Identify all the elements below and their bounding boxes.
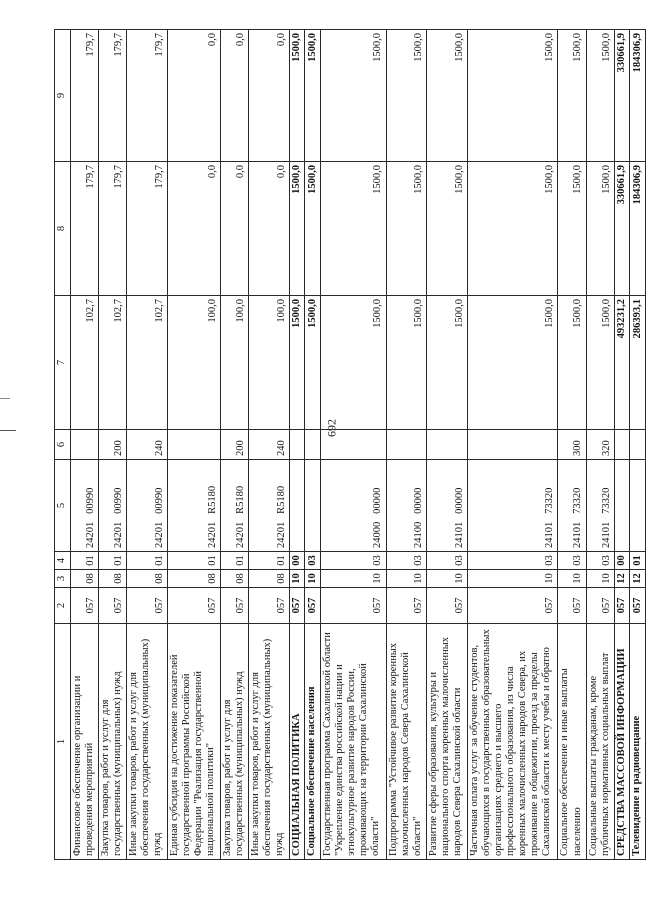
row-name: Закупка товаров, работ и услуг для государственных (муниципальных) нужд (220, 624, 248, 860)
amount-year-1: 100,0 (249, 296, 290, 430)
scan-mark (0, 430, 16, 431)
column-number-4: 4 (55, 552, 71, 570)
amount-year-2: 1500,0 (467, 162, 558, 296)
amount-year-2: 1500,0 (320, 162, 386, 296)
amount-year-3: 1500,0 (586, 30, 614, 162)
ministry-code: 057 (586, 588, 614, 624)
target-article-code: 24101 73320 (586, 460, 614, 552)
target-article-code: 24101 00000 (427, 460, 468, 552)
ministry-code: 057 (127, 588, 168, 624)
document-page (54, 30, 646, 860)
expense-type-code (71, 430, 99, 460)
amount-year-1: 1500,0 (320, 296, 386, 430)
expense-type-code: 320 (586, 430, 614, 460)
table-row (305, 30, 321, 860)
amount-year-3: 179,7 (127, 30, 168, 162)
subsection-code: 03 (558, 552, 586, 570)
expense-type-code (167, 430, 220, 460)
ministry-code: 057 (386, 588, 427, 624)
section-code: 12 (614, 570, 630, 588)
amount-year-1: 1500,0 (586, 296, 614, 430)
amount-year-2: 330661,9 (614, 162, 630, 296)
amount-year-2: 179,7 (127, 162, 168, 296)
amount-year-3: 1500,0 (467, 30, 558, 162)
row-name: Государственная программа Сахалинской области "Укрепление единства российской нации и этнокультурное развитие народов России, проживающих на территории Сахалинской области" (320, 624, 386, 860)
section-code: 10 (558, 570, 586, 588)
amount-year-3: 179,7 (71, 30, 99, 162)
section-code: 10 (320, 570, 386, 588)
target-article-code: 24201 00990 (71, 460, 99, 552)
table-row (467, 30, 558, 860)
target-article-code: 24201 R5180 (220, 460, 248, 552)
amount-year-1: 102,7 (99, 296, 127, 430)
table-row (320, 30, 386, 860)
subsection-code: 03 (386, 552, 427, 570)
amount-year-3: 1500,0 (427, 30, 468, 162)
budget-table (54, 29, 646, 860)
amount-year-2: 0,0 (220, 162, 248, 296)
scan-mark (0, 398, 10, 399)
amount-year-1: 102,7 (127, 296, 168, 430)
amount-year-3: 1500,0 (386, 30, 427, 162)
target-article-code: 24101 73320 (467, 460, 558, 552)
row-name: Финансовое обеспечение организации и проведения мероприятий (71, 624, 99, 860)
amount-year-1: 100,0 (220, 296, 248, 430)
amount-year-1: 1500,0 (305, 296, 321, 430)
expense-type-code: 240 (249, 430, 290, 460)
amount-year-3: 179,7 (99, 30, 127, 162)
amount-year-2: 1500,0 (289, 162, 305, 296)
row-name: Иные закупки товаров, работ и услуг для обеспечения государственных (муниципальных) нужд (127, 624, 168, 860)
table-row (127, 30, 168, 860)
amount-year-1: 1500,0 (386, 296, 427, 430)
section-code: 08 (99, 570, 127, 588)
subsection-code: 03 (467, 552, 558, 570)
column-number-6: 6 (55, 430, 71, 460)
amount-year-3: 1500,0 (558, 30, 586, 162)
column-number-2: 2 (55, 588, 71, 624)
row-name: Телевидение и радиовещание (630, 624, 646, 860)
page-number: 692 (324, 419, 339, 437)
expense-type-code (614, 430, 630, 460)
row-name: Единая субсидия на достижение показателей государственной программы Российской Федерации "Реализация государственной национальной политики" (167, 624, 220, 860)
amount-year-1: 1500,0 (289, 296, 305, 430)
row-name: СОЦИАЛЬНАЯ ПОЛИТИКА (289, 624, 305, 860)
table-row (614, 30, 630, 860)
subsection-code: 01 (99, 552, 127, 570)
ministry-code: 057 (630, 588, 646, 624)
section-code: 10 (305, 570, 321, 588)
table-row (249, 30, 290, 860)
table-row (586, 30, 614, 860)
row-name: Закупка товаров, работ и услуг для государственных (муниципальных) нужд (99, 624, 127, 860)
amount-year-3: 1500,0 (289, 30, 305, 162)
expense-type-code (630, 430, 646, 460)
subsection-code: 01 (220, 552, 248, 570)
section-code: 10 (467, 570, 558, 588)
section-code: 08 (127, 570, 168, 588)
expense-type-code (305, 430, 321, 460)
expense-type-code: 200 (220, 430, 248, 460)
amount-year-3: 330661,9 (614, 30, 630, 162)
expense-type-code (427, 430, 468, 460)
target-article-code: 24201 00990 (127, 460, 168, 552)
subsection-code: 01 (127, 552, 168, 570)
table-row (427, 30, 468, 860)
expense-type-code (467, 430, 558, 460)
table-row (386, 30, 427, 860)
ministry-code: 057 (427, 588, 468, 624)
column-number-3: 3 (55, 570, 71, 588)
amount-year-1: 286393,1 (630, 296, 646, 430)
target-article-code (614, 460, 630, 552)
table-row (167, 30, 220, 860)
ministry-code: 057 (71, 588, 99, 624)
amount-year-1: 102,7 (71, 296, 99, 430)
target-article-code: 24000 00000 (320, 460, 386, 552)
amount-year-2: 1500,0 (586, 162, 614, 296)
amount-year-3: 184306,9 (630, 30, 646, 162)
target-article-code: 24101 73320 (558, 460, 586, 552)
row-name: Подпрограмма "Устойчивое развитие коренных малочисленных народов Севера Сахалинской области" (386, 624, 427, 860)
column-number-row (55, 30, 71, 860)
section-code: 10 (427, 570, 468, 588)
subsection-code: 00 (614, 552, 630, 570)
table-row (289, 30, 305, 860)
amount-year-1: 493231,2 (614, 296, 630, 430)
target-article-code (289, 460, 305, 552)
amount-year-1: 100,0 (167, 296, 220, 430)
table-row (630, 30, 646, 860)
subsection-code: 03 (320, 552, 386, 570)
expense-type-code (289, 430, 305, 460)
subsection-code: 03 (427, 552, 468, 570)
column-number-9: 9 (55, 30, 71, 162)
table-row (558, 30, 586, 860)
amount-year-2: 1500,0 (386, 162, 427, 296)
ministry-code: 057 (249, 588, 290, 624)
row-name: Социальное обеспечение и иные выплаты населению (558, 624, 586, 860)
section-code: 10 (386, 570, 427, 588)
section-code: 10 (289, 570, 305, 588)
amount-year-3: 0,0 (167, 30, 220, 162)
ministry-code: 057 (289, 588, 305, 624)
expense-type-code (320, 430, 386, 460)
section-code: 08 (249, 570, 290, 588)
amount-year-2: 179,7 (71, 162, 99, 296)
amount-year-3: 0,0 (249, 30, 290, 162)
table-row (99, 30, 127, 860)
amount-year-3: 0,0 (220, 30, 248, 162)
section-code: 08 (71, 570, 99, 588)
ministry-code: 057 (558, 588, 586, 624)
target-article-code (305, 460, 321, 552)
amount-year-2: 184306,9 (630, 162, 646, 296)
amount-year-1: 1500,0 (558, 296, 586, 430)
section-code: 12 (630, 570, 646, 588)
subsection-code: 01 (630, 552, 646, 570)
subsection-code: 01 (71, 552, 99, 570)
expense-type-code: 240 (127, 430, 168, 460)
ministry-code: 057 (467, 588, 558, 624)
column-number-1: 1 (55, 624, 71, 860)
row-name: СРЕДСТВА МАССОВОЙ ИНФОРМАЦИИ (614, 624, 630, 860)
amount-year-2: 1500,0 (427, 162, 468, 296)
rotated-table-frame (54, 30, 646, 860)
table-body (71, 30, 646, 860)
section-code: 10 (586, 570, 614, 588)
ministry-code: 057 (167, 588, 220, 624)
section-code: 08 (167, 570, 220, 588)
row-name: Частичная оплата услуг за обучение студентов, обучающихся в государственных образовательных организациях среднего и высшего профессионального образования, из числа коренных малочисленных народов Севера, их проживание в общежитии, проезд за пределы Сахалинской области к месту учебы и обратно (467, 624, 558, 860)
target-article-code: 24201 00990 (99, 460, 127, 552)
subsection-code: 01 (249, 552, 290, 570)
target-article-code: 24201 R5180 (249, 460, 290, 552)
column-number-7: 7 (55, 296, 71, 430)
ministry-code: 057 (305, 588, 321, 624)
amount-year-2: 0,0 (167, 162, 220, 296)
ministry-code: 057 (99, 588, 127, 624)
ministry-code: 057 (614, 588, 630, 624)
table-row (220, 30, 248, 860)
ministry-code: 057 (220, 588, 248, 624)
amount-year-2: 1500,0 (558, 162, 586, 296)
subsection-code: 00 (289, 552, 305, 570)
expense-type-code: 300 (558, 430, 586, 460)
amount-year-2: 179,7 (99, 162, 127, 296)
amount-year-2: 0,0 (249, 162, 290, 296)
amount-year-3: 1500,0 (305, 30, 321, 162)
row-name: Социальные выплаты гражданам, кроме публичных нормативных социальных выплат (586, 624, 614, 860)
subsection-code: 03 (586, 552, 614, 570)
amount-year-1: 1500,0 (427, 296, 468, 430)
row-name: Развитие сферы образования, культуры и национального спорта коренных малочисленных народов Севера Сахалинской области (427, 624, 468, 860)
expense-type-code (386, 430, 427, 460)
target-article-code (630, 460, 646, 552)
amount-year-3: 1500,0 (320, 30, 386, 162)
target-article-code: 24100 00000 (386, 460, 427, 552)
expense-type-code: 200 (99, 430, 127, 460)
ministry-code: 057 (320, 588, 386, 624)
subsection-code: 03 (305, 552, 321, 570)
subsection-code: 01 (167, 552, 220, 570)
row-name: Иные закупки товаров, работ и услуг для обеспечения государственных (муниципальных) нужд (249, 624, 290, 860)
column-number-8: 8 (55, 162, 71, 296)
table-row (71, 30, 99, 860)
column-number-5: 5 (55, 460, 71, 552)
amount-year-1: 1500,0 (467, 296, 558, 430)
section-code: 08 (220, 570, 248, 588)
amount-year-2: 1500,0 (305, 162, 321, 296)
target-article-code: 24201 R5180 (167, 460, 220, 552)
row-name: Социальное обеспечение населения (305, 624, 321, 860)
